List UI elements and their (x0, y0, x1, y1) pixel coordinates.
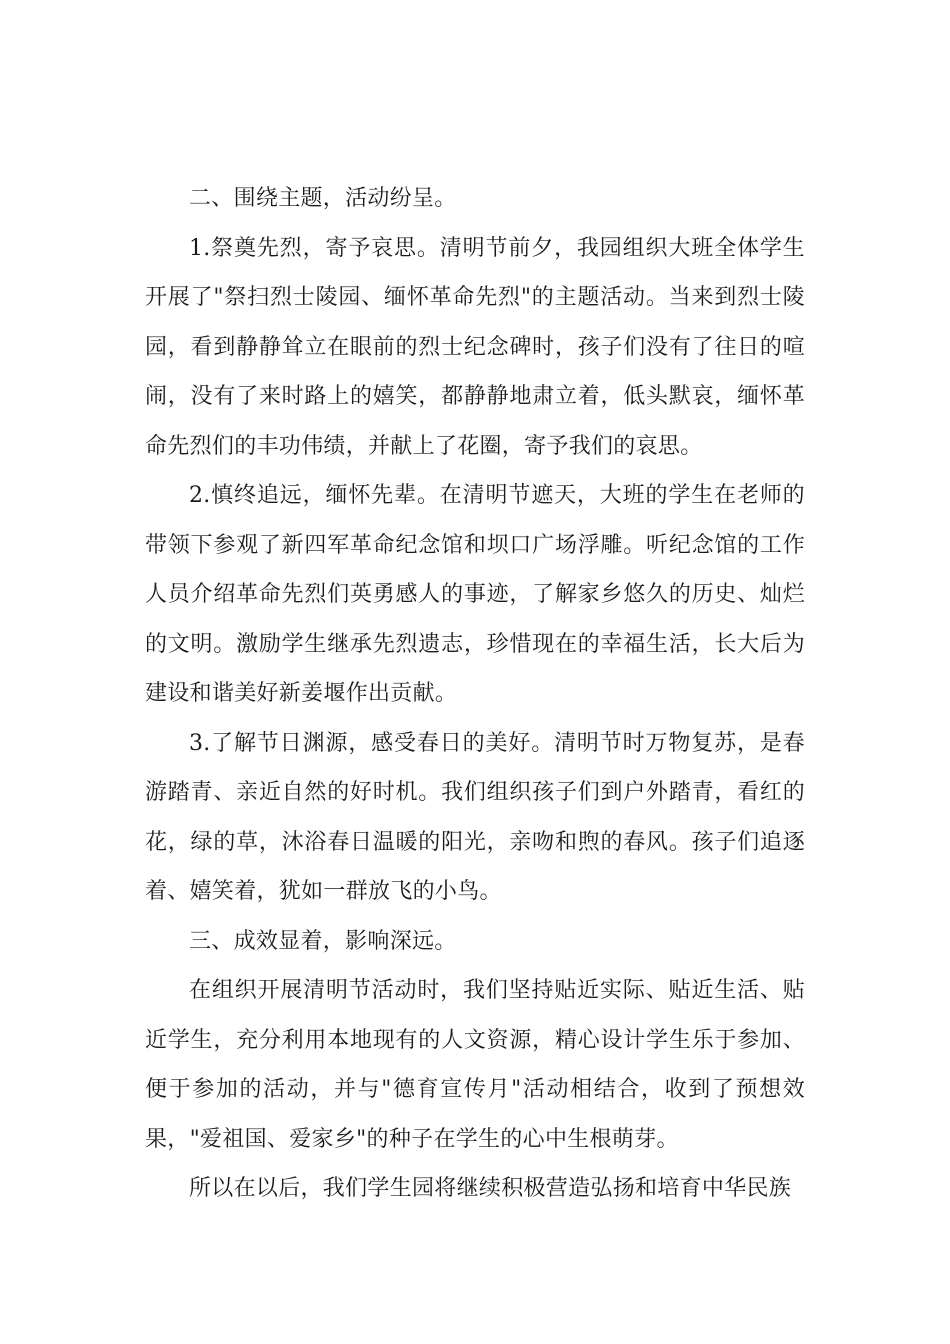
paragraph-item-3: 3.了解节日渊源，感受春日的美好。清明节时万物复苏，是春游踏青、亲近自然的好时机。我们组织孩子们到户外踏青，看红的花，绿的草，沐浴春日温暖的阳光，亲吻和煦的春风。孩子们追逐着、嬉笑着，犹如一群放飞的小鸟。 (145, 730, 805, 904)
section-heading-2: 二、围绕主题，活动纷呈。 (189, 186, 457, 211)
paragraph-summary: 在组织开展清明节活动时，我们坚持贴近实际、贴近生活、贴近学生，充分利用本地现有的人文资源，精心设计学生乐于参加、便于参加的活动，并与"德育宣传月"活动相结合，收到了预想效果，"爱祖国、爱家乡"的种子在学生的心中生根萌芽。 (145, 978, 805, 1152)
section-heading-3: 三、成效显着，影响深远。 (189, 928, 457, 954)
paragraph-conclusion: 所以在以后，我们学生园将继续积极营造弘扬和培育中华民族 (189, 1176, 792, 1201)
document-body (145, 174, 805, 1214)
paragraph-item-1: 1.祭奠先烈，寄予哀思。清明节前夕，我园组织大班全体学生开展了"祭扫烈士陵园、缅怀革命先烈"的主题活动。当来到烈士陵园，看到静静耸立在眼前的烈士纪念碑时，孩子们没有了往日的喧闹，没有了来时路上的嬉笑，都静静地肃立着，低头默哀，缅怀革命先烈们的丰功伟绩，并献上了花圈，寄予我们的哀思。 (145, 235, 805, 459)
paragraph-item-2: 2.慎终追远，缅怀先辈。在清明节遮天，大班的学生在老师的带领下参观了新四军革命纪念馆和坝口广场浮雕。听纪念馆的工作人员介绍革命先烈们英勇感人的事迹，了解家乡悠久的历史、灿烂的文明。激励学生继承先烈遗志，珍惜现在的幸福生活，长大后为建设和谐美好新姜堰作出贡献。 (145, 483, 805, 706)
